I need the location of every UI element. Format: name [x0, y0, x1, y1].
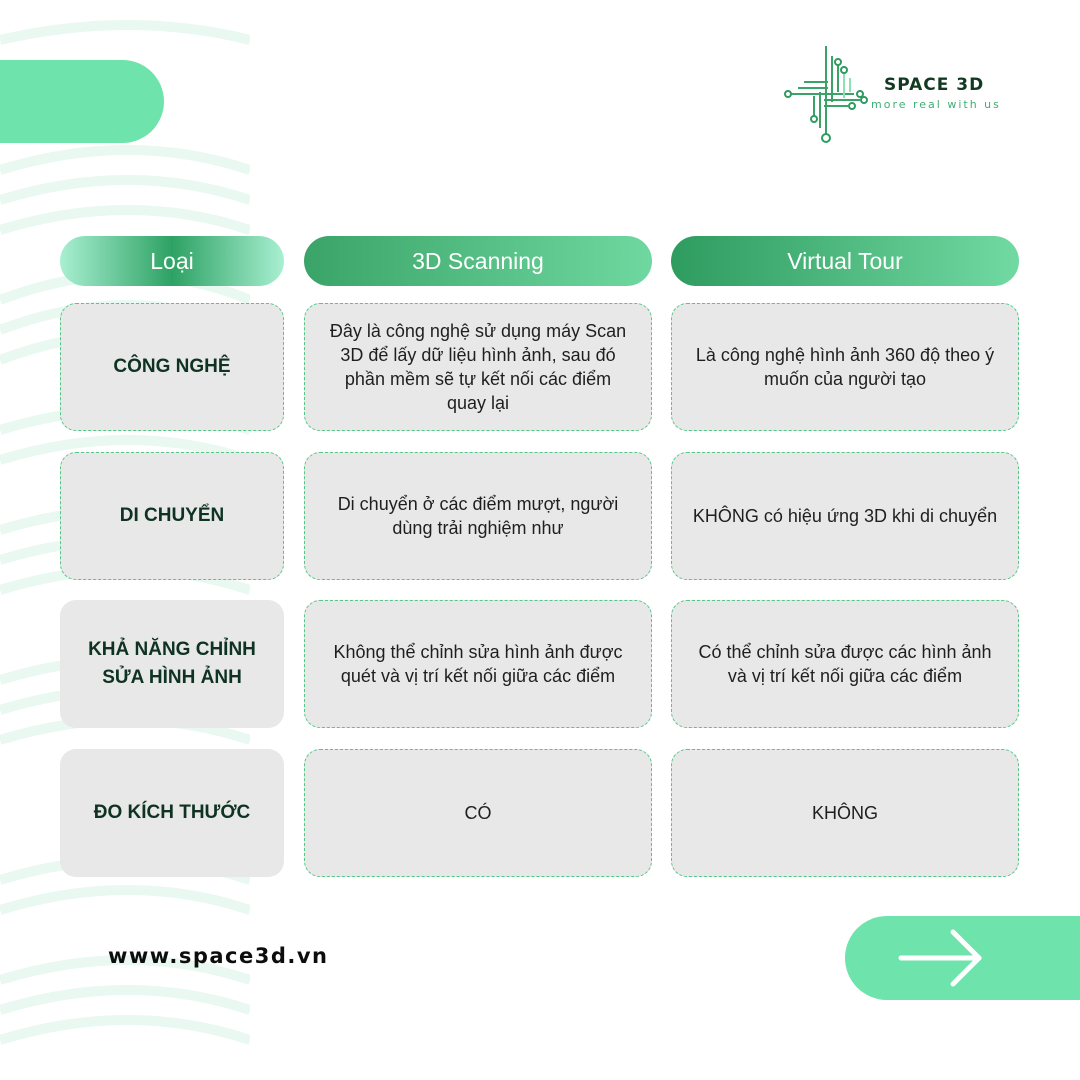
- decorative-tab-top-left: [0, 60, 164, 143]
- cell-tour-image-editing: Có thể chỉnh sửa được các hình ảnh và vị trí kết nối giữa các điểm: [671, 600, 1019, 728]
- column-header-virtual-tour: Virtual Tour: [671, 236, 1019, 286]
- cell-scanning-movement: Di chuyển ở các điểm mượt, người dùng trải nghiệm như: [304, 452, 652, 580]
- brand-logo: [784, 42, 1024, 152]
- cell-scanning-image-editing: Không thể chỉnh sửa hình ảnh được quét và vị trí kết nối giữa các điểm: [304, 600, 652, 728]
- next-button[interactable]: [845, 916, 1080, 1000]
- column-header-type: Loại: [60, 236, 284, 286]
- circuit-cross-logo-icon: [784, 42, 874, 152]
- cell-scanning-measurement: CÓ: [304, 749, 652, 877]
- row-category-measurement: ĐO KÍCH THƯỚC: [60, 749, 284, 877]
- cell-scanning-technology: Đây là công nghệ sử dụng máy Scan 3D để lấy dữ liệu hình ảnh, sau đó phần mềm sẽ tự kết nối các điểm quay lại: [304, 303, 652, 431]
- arrow-right-icon: [897, 928, 987, 988]
- column-header-3d-scanning: 3D Scanning: [304, 236, 652, 286]
- cell-tour-technology: Là công nghệ hình ảnh 360 độ theo ý muốn của người tạo: [671, 303, 1019, 431]
- website-url[interactable]: www.space3d.vn: [108, 944, 329, 968]
- row-category-image-editing: KHẢ NĂNG CHỈNH SỬA HÌNH ẢNH: [60, 600, 284, 728]
- brand-name: SPACE 3D: [884, 75, 985, 95]
- cell-tour-measurement: KHÔNG: [671, 749, 1019, 877]
- cell-tour-movement: KHÔNG có hiệu ứng 3D khi di chuyển: [671, 452, 1019, 580]
- row-category-technology: CÔNG NGHỆ: [60, 303, 284, 431]
- brand-tagline: more real with us: [871, 98, 1001, 111]
- row-category-movement: DI CHUYỂN: [60, 452, 284, 580]
